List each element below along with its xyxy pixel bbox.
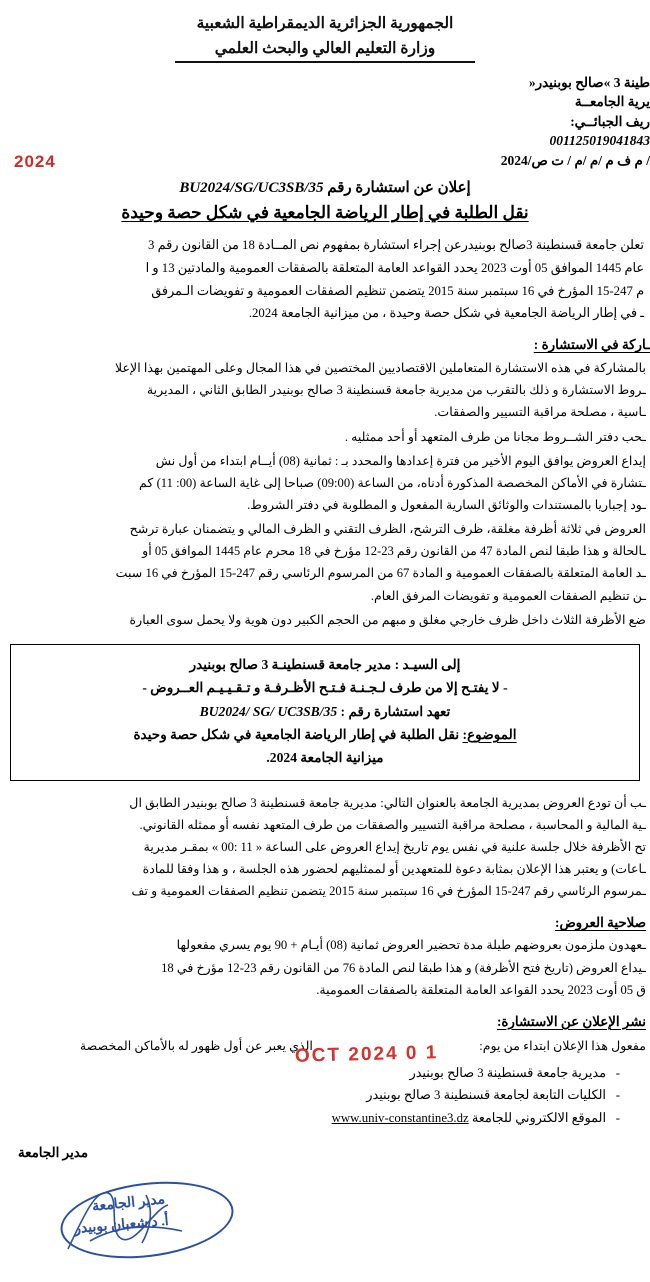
list-item: -مديرية جامعة قسنطينة 3 صالح بوبنيدر [409,1066,620,1081]
handwritten-signature-icon [50,1171,260,1266]
issuer-identity-block [0,73,650,171]
validity-p3: ق 05 أوت 2023 يحدد القواعد العامة المتعلقة بالصفقات العمومية. [316,982,646,997]
participation-p2: ـروط الاستشارة و ذلك بالتقرب من مديرية جامعة قسنطينة 3 صالح بوبنيدر الطابق الثاني ، المديرية [146,383,646,398]
republic-heading: الجمهورية الجزائرية الديمقراطية الشعبية [196,15,454,32]
identity-tax-number: 001125019041843 [549,133,650,149]
envelope-consultation-label: تعهد استشارة رقم : [340,703,451,719]
document-header [0,0,650,63]
envelope-label-box [10,644,640,781]
title-block [0,178,650,223]
list-item-label: مديرية جامعة قسنطينة 3 صالح بوبنيدر [409,1066,606,1081]
announcement-line [0,178,650,197]
list-item: -الكليات التابعة لجامعة قسنطينة 3 صالح بوبنيدر [366,1088,620,1103]
envelope-addressee: إلى السيـد : مدير جامعة قسنطينـة 3 صالح بوبنيدر [189,656,461,672]
stamp-line-2: أ. د شعبان بوبيدر [73,1214,170,1238]
envelope-budget-line: ميزانية الجامعة 2024. [266,750,384,766]
deposit-p2: ـية المالية و المحاسبة ، مصلحة مراقبة التسيير والصفقات من طرف المتعهد نفسه أو ممثله القانوني. [139,817,646,832]
envelope-do-not-open: - لا يفتـح إلا من طرف لـجـنـة فـتـح الأظـرفـة و تـقـيـيـم العــروض - [142,680,508,696]
participation-p7: ـود إجباريا بالمستندات والوثائق السارية المفعول و المطلوبة في دفتر الشروط. [247,498,646,513]
participation-p5: إيداع العروض يوافق اليوم الأخير من فترة إعدادها والمحدد بـ : ثمانية (08) أيــام ابتداء من أول نش [155,453,646,468]
list-item-label: الكليات التابعة لجامعة قسنطينة 3 صالح بوبنيدر [366,1088,606,1103]
participation-p11: ـن تنظيم الصفقات العمومية و تفويضات المرفق العام. [370,588,646,603]
participation-p3: ـاسية ، مصلحة مراقبة التسيير والصفقات. [434,405,646,420]
publication-heading: نشر الإعلان عن الاستشارة: [496,1013,646,1029]
year-stamp: 2024 [14,152,56,171]
participation-p12: ضع الأظرفة الثلاث داخل ظرف خارجي مغلق و مبهم من الحجم الكبير دون هوية ولا يحمل سوى العبارة [129,612,646,627]
stamp-line-1: مدير الجامعة [91,1192,166,1215]
deposit-p1: ـب أن تودع العروض بمديرية الجامعة بالعنوان التالي: مديرية جامعة قسنطينة 3 صالح بوبنيدر الطابق ال [129,795,646,810]
intro-paragraph-1: تعلن جامعة قسنطينة 3صالح بوبنيدرعن إجراء استشارة بمفهوم نص المــادة 18 من القانون رقم 3 [148,238,644,253]
deposit-p3: تح الأظرفة خلال جلسة علنية في نفس يوم تاريخ إيداع العروض على الساعة « 11 :00 » بمقـر مديرية [143,840,646,855]
publication-locations-list [0,1062,620,1129]
deposit-p4: ـاعات) و يعتبر هذا الإعلان بمثابة دعوة للمتعهدين أو لممثليهم لحضور هذه الجلسة ، و هذا وفقا للمادة [142,862,646,877]
list-item: -الموقع الالكتروني للجامعة www.univ-constantine3.dz [331,1110,620,1125]
envelope-subject-label: الموضوع: [462,727,517,742]
intro-paragraph-3: م 247-15 المؤرخ في 16 سبتمبر سنة 2015 يتضمن تنظيم الصفقات العمومية و تفويضات الـمرفق [151,283,644,298]
participation-p8: العروض في ثلاثة أظرفة مغلقة، ظرف الترشح، الظرف التقني و الظرف المالي و يتضمنان عبارة ترشح [129,522,646,537]
envelope-consultation-number: BU2024/ SG/ UC3SB/35 [199,703,338,719]
validity-p1: ـعهدون ملزمون بعروضهم طيلة مدة تحضير العروض ثمانية (08) أيـام + 90 يوم يسري مفعولها [176,938,646,953]
announcement-prefix: إعلان عن استشارة رقم [323,180,471,197]
envelope-subject-text: نقل الطلبة في إطار الرياضة الجامعية في شكل حصة وحيدة [133,727,460,742]
publication-effect-before: مفعول هذا الإعلان ابتداء من يوم: [476,1038,646,1053]
identity-reference: / م ف م /م /م / ت ص/2024 [500,152,650,168]
header-divider [175,61,475,63]
validity-heading: صلاحية العروض: [555,915,646,931]
participation-p6: ـتشارة في الأماكن المخصصة المذكورة أدناه، من الساعة (09:00) صباحا إلى غاية الساعة (00: 11) كم [139,475,646,490]
ministry-heading: وزارة التعليم العالي والبحث العلمي [214,40,436,57]
envelope-subject-line [21,723,629,746]
participation-p9: ـالحالة و هذا طبقا لنص المادة 47 من القانون رقم 23-12 مؤرخ في 18 محرم عام 1445 الموافق 05 أو [142,544,646,559]
identity-directorate: يرية الجامعــة [574,94,650,110]
participation-heading: ـاركة في الاستشارة : [533,337,650,353]
intro-paragraph-2: عام 1445 الموافق 05 أوت 2023 يحدد القواعد العامة المتعلقة بالصفقات العمومية والمادتين 13 و ا [145,261,644,276]
deposit-p5: ـمرسوم الرئاسي رقم 247-15 المؤرخ في 16 سبتمبر سنة 2015 يتضمن تنظيم الصفقات العمومية و تف [131,884,646,899]
signature-title: مدير الجامعة [18,1145,89,1161]
validity-p2: ـيداع العروض (تاريخ فتح الأظرفة) و هذا طبقا لنص المادة 76 من القانون رقم 23-12 مؤرخ في 18 [161,960,646,975]
signature-stamp-area [0,1161,650,1271]
university-website-link[interactable]: www.univ-constantine3.dz [331,1110,469,1125]
consultation-number: BU2024/SG/UC3SB/35 [179,180,324,197]
envelope-consultation-line [21,700,629,723]
participation-p1: بالمشاركة في هذه الاستشارة المتعاملين الاقتصاديين المختصين في هذا المجال وعلى المهتمين بهذا الإعلا [115,361,646,376]
participation-p4: ـحب دفتر الشــروط مجانا من طرف المتعهد أو أحد ممثليه . [344,429,646,444]
list-item-label: الموقع الالكتروني للجامعة [471,1110,606,1125]
identity-tax-label: ريف الجبائــي: [570,113,650,129]
publication-effect-after: الذي يعبر عن أول ظهور له بالأماكن المخصصة [79,1038,313,1053]
page-title: نقل الطلبة في إطار الرياضة الجامعية في شكل حصة وحيدة [121,203,529,223]
intro-paragraph-4: ـ في إطار الرياضة الجامعية في شكل حصة وحيدة ، من ميزانية الجامعة 2024. [248,306,644,321]
date-stamp: 1 0 OCT 2024 [294,1042,439,1067]
identity-university: طينة 3 »صالح بوبنيدر« [528,74,650,90]
participation-p10: ـد العامة المتعلقة بالصفقات العمومية و المادة 67 من المرسوم الرئاسي رقم 247-15 المؤرخ في 16 سبت [115,566,646,581]
